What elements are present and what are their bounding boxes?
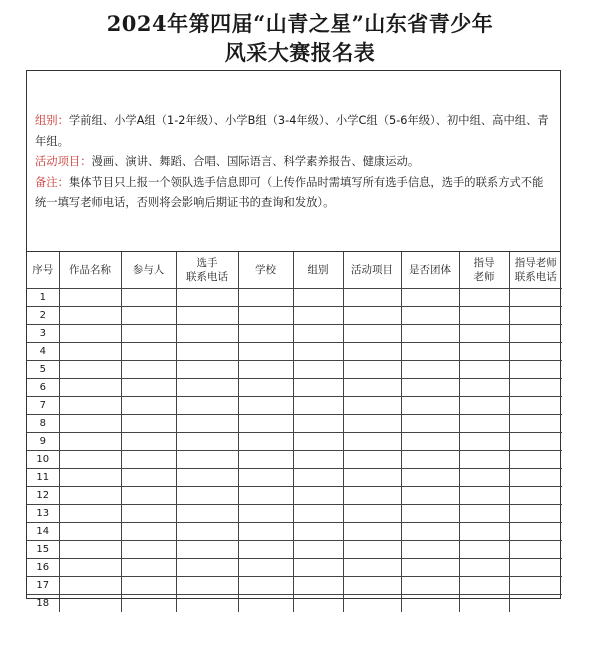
entry-cell[interactable]	[293, 379, 343, 397]
entry-cell[interactable]	[459, 469, 509, 487]
entry-cell[interactable]	[59, 505, 121, 523]
entry-cell[interactable]	[238, 541, 293, 559]
entry-cell[interactable]	[121, 487, 176, 505]
page-title-line1: 2024年第四届“山青之星”山东省青少年	[106, 11, 494, 36]
table-row	[27, 505, 562, 523]
row-number: 2	[27, 307, 59, 325]
row-number: 3	[27, 325, 59, 343]
entry-cell[interactable]	[59, 559, 121, 577]
entry-cell[interactable]	[121, 505, 176, 523]
entry-cell[interactable]	[459, 415, 509, 433]
entry-cell[interactable]	[59, 577, 121, 595]
registration-table	[27, 252, 562, 612]
entry-cell[interactable]	[509, 451, 562, 469]
entry-cell[interactable]	[401, 541, 459, 559]
header-cell: 学校	[238, 252, 293, 289]
entry-cell[interactable]	[59, 379, 121, 397]
entry-cell[interactable]	[238, 343, 293, 361]
entry-cell[interactable]	[459, 559, 509, 577]
notes-text: 集体节目只上报一个领队选手信息即可（上传作品时需填写所有选手信息，选手的联系方式不能统一填写老师电话，否则将会影响后期证书的查询和发放）。	[35, 175, 544, 209]
entry-cell[interactable]	[509, 433, 562, 451]
entry-cell[interactable]	[176, 379, 238, 397]
entry-cell[interactable]	[59, 361, 121, 379]
entry-cell[interactable]	[59, 397, 121, 415]
entry-cell[interactable]	[459, 505, 509, 523]
row-number: 18	[27, 595, 59, 613]
entry-cell[interactable]	[121, 343, 176, 361]
row-number: 8	[27, 415, 59, 433]
entry-cell[interactable]	[509, 577, 562, 595]
row-number: 7	[27, 397, 59, 415]
entry-cell[interactable]	[459, 595, 509, 613]
entry-cell[interactable]	[293, 451, 343, 469]
entry-cell[interactable]	[176, 289, 238, 307]
entry-cell[interactable]	[509, 559, 562, 577]
entry-cell[interactable]	[343, 505, 401, 523]
events-line	[35, 152, 552, 173]
entry-cell[interactable]	[238, 451, 293, 469]
header-cell: 活动项目	[343, 252, 401, 289]
entry-cell[interactable]	[176, 325, 238, 343]
entry-cell[interactable]	[343, 397, 401, 415]
entry-cell[interactable]	[176, 415, 238, 433]
entry-cell[interactable]	[343, 487, 401, 505]
entry-cell[interactable]	[238, 379, 293, 397]
entry-cell[interactable]	[459, 325, 509, 343]
entry-cell[interactable]	[238, 307, 293, 325]
entry-cell[interactable]	[176, 397, 238, 415]
entry-cell[interactable]	[176, 307, 238, 325]
entry-cell[interactable]	[401, 523, 459, 541]
entry-cell[interactable]	[401, 325, 459, 343]
groups-label: 组别：	[35, 114, 69, 127]
entry-cell[interactable]	[121, 379, 176, 397]
row-number: 6	[27, 379, 59, 397]
header-cell: 指导 老师	[459, 252, 509, 289]
entry-cell[interactable]	[59, 325, 121, 343]
entry-cell[interactable]	[293, 595, 343, 613]
entry-cell[interactable]	[459, 577, 509, 595]
entry-cell[interactable]	[59, 523, 121, 541]
entry-cell[interactable]	[176, 469, 238, 487]
notes-label: 备注：	[35, 175, 69, 189]
entry-cell[interactable]	[459, 397, 509, 415]
entry-cell[interactable]	[176, 577, 238, 595]
entry-cell[interactable]	[401, 307, 459, 325]
entry-cell[interactable]	[509, 325, 562, 343]
table-row	[27, 487, 562, 505]
entry-cell[interactable]	[293, 307, 343, 325]
row-number: 1	[27, 289, 59, 307]
entry-cell[interactable]	[59, 307, 121, 325]
entry-cell[interactable]	[176, 505, 238, 523]
groups-text: 学前组、小学A组（1-2年级）、小学B组（3-4年级）、小学C组（5-6年级）、初中组、高中组、青年组。	[35, 114, 549, 148]
entry-cell[interactable]	[121, 433, 176, 451]
entry-cell[interactable]	[401, 577, 459, 595]
entry-cell[interactable]	[293, 397, 343, 415]
entry-cell[interactable]	[59, 451, 121, 469]
entry-cell[interactable]	[293, 289, 343, 307]
table-row	[27, 469, 562, 487]
entry-cell[interactable]	[59, 541, 121, 559]
entry-cell[interactable]	[121, 523, 176, 541]
table-row	[27, 595, 562, 613]
entry-cell[interactable]	[343, 379, 401, 397]
entry-cell[interactable]	[343, 415, 401, 433]
entry-cell[interactable]	[238, 487, 293, 505]
entry-cell[interactable]	[121, 577, 176, 595]
entry-cell[interactable]	[343, 361, 401, 379]
entry-cell[interactable]	[176, 343, 238, 361]
entry-cell[interactable]	[509, 523, 562, 541]
row-number: 14	[27, 523, 59, 541]
table-row	[27, 379, 562, 397]
entry-cell[interactable]	[509, 505, 562, 523]
entry-cell[interactable]	[343, 541, 401, 559]
table-body	[27, 289, 562, 613]
entry-cell[interactable]	[293, 559, 343, 577]
row-number: 5	[27, 361, 59, 379]
entry-cell[interactable]	[121, 307, 176, 325]
entry-cell[interactable]	[121, 469, 176, 487]
entry-cell[interactable]	[343, 307, 401, 325]
groups-line	[35, 111, 552, 152]
entry-cell[interactable]	[59, 289, 121, 307]
entry-cell[interactable]	[401, 451, 459, 469]
table-row	[27, 523, 562, 541]
entry-cell[interactable]	[401, 559, 459, 577]
entry-cell[interactable]	[293, 325, 343, 343]
entry-cell[interactable]	[238, 505, 293, 523]
entry-cell[interactable]	[459, 379, 509, 397]
entry-cell[interactable]	[59, 469, 121, 487]
row-number: 13	[27, 505, 59, 523]
header-cell: 选手 联系电话	[176, 252, 238, 289]
page-title-line2: 风采大赛报名表	[224, 40, 376, 65]
header-cell: 组别	[293, 252, 343, 289]
entry-cell[interactable]	[459, 487, 509, 505]
entry-cell[interactable]	[238, 595, 293, 613]
table-row	[27, 397, 562, 415]
row-number: 15	[27, 541, 59, 559]
entry-cell[interactable]	[343, 325, 401, 343]
entry-cell[interactable]	[59, 487, 121, 505]
entry-cell[interactable]	[121, 451, 176, 469]
entry-cell[interactable]	[459, 523, 509, 541]
entry-cell[interactable]	[238, 289, 293, 307]
entry-cell[interactable]	[59, 433, 121, 451]
header-cell: 是否团体	[401, 252, 459, 289]
entry-cell[interactable]	[121, 289, 176, 307]
entry-cell[interactable]	[238, 361, 293, 379]
table-row	[27, 343, 562, 361]
entry-cell[interactable]	[238, 577, 293, 595]
header-cell: 参与人	[121, 252, 176, 289]
entry-cell[interactable]	[293, 541, 343, 559]
entry-cell[interactable]	[401, 289, 459, 307]
entry-cell[interactable]	[459, 541, 509, 559]
table-row	[27, 415, 562, 433]
entry-cell[interactable]	[343, 433, 401, 451]
entry-cell[interactable]	[509, 343, 562, 361]
registration-form	[26, 70, 561, 609]
entry-cell[interactable]	[401, 415, 459, 433]
entry-cell[interactable]	[293, 469, 343, 487]
events-label: 活动项目：	[35, 155, 92, 168]
entry-cell[interactable]	[176, 523, 238, 541]
entry-cell[interactable]	[121, 325, 176, 343]
row-number: 12	[27, 487, 59, 505]
entry-cell[interactable]	[343, 289, 401, 307]
entry-cell[interactable]	[343, 451, 401, 469]
table-row	[27, 361, 562, 379]
entry-cell[interactable]	[401, 379, 459, 397]
row-number: 16	[27, 559, 59, 577]
entry-cell[interactable]	[293, 505, 343, 523]
entry-cell[interactable]	[121, 595, 176, 613]
entry-cell[interactable]	[238, 415, 293, 433]
entry-cell[interactable]	[176, 433, 238, 451]
entry-cell[interactable]	[401, 505, 459, 523]
entry-cell[interactable]	[238, 469, 293, 487]
entry-cell[interactable]	[238, 559, 293, 577]
entry-cell[interactable]	[343, 595, 401, 613]
events-text: 漫画、演讲、舞蹈、合唱、国际语言、科学素养报告、健康运动。	[91, 155, 420, 168]
entry-cell[interactable]	[293, 433, 343, 451]
entry-cell[interactable]	[509, 595, 562, 613]
entry-cell[interactable]	[121, 541, 176, 559]
entry-cell[interactable]	[238, 433, 293, 451]
entry-cell[interactable]	[509, 397, 562, 415]
entry-cell[interactable]	[293, 415, 343, 433]
entry-cell[interactable]	[176, 361, 238, 379]
header-cell: 序号	[27, 252, 59, 289]
entry-cell[interactable]	[343, 577, 401, 595]
entry-cell[interactable]	[401, 343, 459, 361]
header-cell: 指导老师 联系电话	[509, 252, 562, 289]
entry-cell[interactable]	[401, 469, 459, 487]
entry-cell[interactable]	[401, 433, 459, 451]
entry-cell[interactable]	[293, 577, 343, 595]
entry-cell[interactable]	[401, 397, 459, 415]
entry-cell[interactable]	[121, 415, 176, 433]
entry-cell[interactable]	[343, 343, 401, 361]
table-row	[27, 559, 562, 577]
table-row	[27, 289, 562, 307]
entry-cell[interactable]	[401, 595, 459, 613]
entry-cell[interactable]	[459, 361, 509, 379]
entry-cell[interactable]	[293, 487, 343, 505]
table-row	[27, 451, 562, 469]
header-row	[27, 252, 562, 289]
table-row	[27, 307, 562, 325]
entry-cell[interactable]	[459, 451, 509, 469]
entry-cell[interactable]	[238, 325, 293, 343]
entry-cell[interactable]	[59, 343, 121, 361]
table-row	[27, 577, 562, 595]
entry-cell[interactable]	[293, 523, 343, 541]
entry-cell[interactable]	[59, 415, 121, 433]
row-number: 17	[27, 577, 59, 595]
row-number: 4	[27, 343, 59, 361]
info-section	[27, 71, 560, 252]
entry-cell[interactable]	[509, 379, 562, 397]
entry-cell[interactable]	[238, 523, 293, 541]
entry-cell[interactable]	[121, 397, 176, 415]
entry-cell[interactable]	[509, 361, 562, 379]
row-number: 11	[27, 469, 59, 487]
entry-cell[interactable]	[176, 487, 238, 505]
entry-cell[interactable]	[238, 397, 293, 415]
table-row	[27, 433, 562, 451]
entry-cell[interactable]	[459, 433, 509, 451]
entry-cell[interactable]	[176, 541, 238, 559]
table-row	[27, 541, 562, 559]
entry-cell[interactable]	[459, 343, 509, 361]
entry-cell[interactable]	[293, 361, 343, 379]
entry-cell[interactable]	[293, 343, 343, 361]
entry-cell[interactable]	[121, 361, 176, 379]
entry-cell[interactable]	[343, 559, 401, 577]
header-cell: 作品名称	[59, 252, 121, 289]
entry-cell[interactable]	[59, 595, 121, 613]
entry-cell[interactable]	[459, 307, 509, 325]
entry-cell[interactable]	[509, 289, 562, 307]
row-number: 10	[27, 451, 59, 469]
entry-cell[interactable]	[121, 559, 176, 577]
entry-cell[interactable]	[459, 289, 509, 307]
entry-cell[interactable]	[176, 559, 238, 577]
entry-cell[interactable]	[401, 361, 459, 379]
entry-cell[interactable]	[509, 487, 562, 505]
entry-cell[interactable]	[509, 415, 562, 433]
entry-cell[interactable]	[401, 487, 459, 505]
entry-cell[interactable]	[176, 451, 238, 469]
table-row	[27, 325, 562, 343]
entry-cell[interactable]	[509, 469, 562, 487]
entry-cell[interactable]	[343, 523, 401, 541]
entry-cell[interactable]	[509, 541, 562, 559]
row-number: 9	[27, 433, 59, 451]
entry-cell[interactable]	[343, 469, 401, 487]
notes-line	[35, 173, 552, 214]
entry-cell[interactable]	[509, 307, 562, 325]
entry-cell[interactable]	[176, 595, 238, 613]
